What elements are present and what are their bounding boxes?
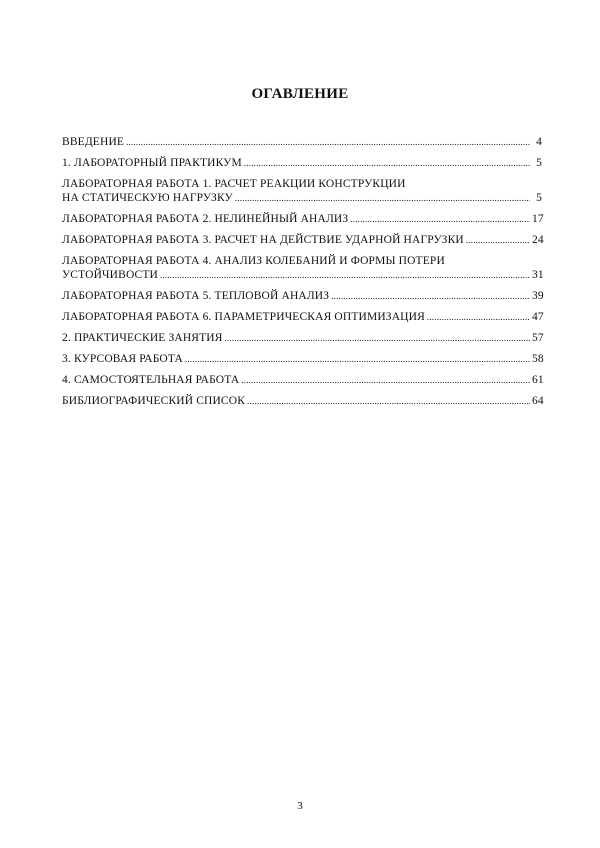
dot-leader <box>126 135 530 149</box>
toc-entry-page: 57 <box>532 332 544 344</box>
toc-entry[interactable] <box>62 289 542 303</box>
page-number: 3 <box>297 800 303 812</box>
table-of-contents <box>62 135 542 415</box>
toc-entry-title: ЛАБОРАТОРНАЯ РАБОТА 6. ПАРАМЕТРИЧЕСКАЯ ОПТИМИЗАЦИЯ <box>62 311 425 323</box>
toc-entry-page: 58 <box>532 353 544 365</box>
toc-entry-title-line1: ЛАБОРАТОРНАЯ РАБОТА 4. АНАЛИЗ КОЛЕБАНИЙ И ФОРМЫ ПОТЕРИ <box>62 255 445 267</box>
toc-entry[interactable] <box>62 373 542 387</box>
page-title: ОГАВЛЕНИЕ <box>251 86 349 102</box>
toc-entry-page: 47 <box>532 311 544 323</box>
dot-leader <box>225 331 530 345</box>
toc-entry-page: 39 <box>532 290 544 302</box>
dot-leader <box>247 394 530 408</box>
toc-entry-title: 4. САМОСТОЯТЕЛЬНАЯ РАБОТА <box>62 374 240 386</box>
toc-entry-page: 31 <box>532 269 544 281</box>
toc-entry-title: 3. КУРСОВАЯ РАБОТА <box>62 353 183 365</box>
toc-entry[interactable] <box>62 352 542 366</box>
toc-entry[interactable] <box>62 394 542 408</box>
toc-entry-page: 5 <box>536 192 542 204</box>
toc-entry[interactable] <box>62 156 542 170</box>
dot-leader <box>350 212 530 226</box>
dot-leader <box>160 268 530 282</box>
toc-entry-title: БИБЛИОГРАФИЧЕСКИЙ СПИСОК <box>62 395 246 407</box>
toc-entry-page: 24 <box>532 234 544 246</box>
toc-entry-title-line1: ЛАБОРАТОРНАЯ РАБОТА 1. РАСЧЕТ РЕАКЦИИ КОНСТРУКЦИИ <box>62 178 406 190</box>
toc-entry[interactable] <box>62 331 542 345</box>
toc-entry[interactable] <box>62 254 542 282</box>
toc-entry-title: ЛАБОРАТОРНАЯ РАБОТА 3. РАСЧЕТ НА ДЕЙСТВИЕ УДАРНОЙ НАГРУЗКИ <box>62 234 464 246</box>
toc-entry-page: 17 <box>532 213 544 225</box>
dot-leader <box>427 310 530 324</box>
dot-leader <box>331 289 530 303</box>
toc-entry-title: ЛАБОРАТОРНАЯ РАБОТА 5. ТЕПЛОВОЙ АНАЛИЗ <box>62 290 330 302</box>
toc-entry[interactable] <box>62 233 542 247</box>
toc-entry-page: 64 <box>532 395 544 407</box>
dot-leader <box>244 156 530 170</box>
dot-leader <box>241 373 530 387</box>
toc-entry[interactable] <box>62 212 542 226</box>
toc-entry[interactable] <box>62 177 542 205</box>
dot-leader <box>466 233 530 247</box>
toc-entry-title: ВВЕДЕНИЕ <box>62 136 125 148</box>
toc-entry-page: 5 <box>536 157 542 169</box>
toc-entry[interactable] <box>62 135 542 149</box>
toc-entry-title: 2. ПРАКТИЧЕСКИЕ ЗАНЯТИЯ <box>62 332 223 344</box>
toc-entry-page: 61 <box>532 374 544 386</box>
toc-entry-title: УСТОЙЧИВОСТИ <box>62 269 158 281</box>
dot-leader <box>235 191 530 205</box>
toc-entry[interactable] <box>62 310 542 324</box>
toc-entry-page: 4 <box>536 136 542 148</box>
toc-entry-title: ЛАБОРАТОРНАЯ РАБОТА 2. НЕЛИНЕЙНЫЙ АНАЛИЗ <box>62 213 349 225</box>
dot-leader <box>185 352 530 366</box>
toc-entry-title: НА СТАТИЧЕСКУЮ НАГРУЗКУ <box>62 192 233 204</box>
toc-entry-title: 1. ЛАБОРАТОРНЫЙ ПРАКТИКУМ <box>62 157 242 169</box>
